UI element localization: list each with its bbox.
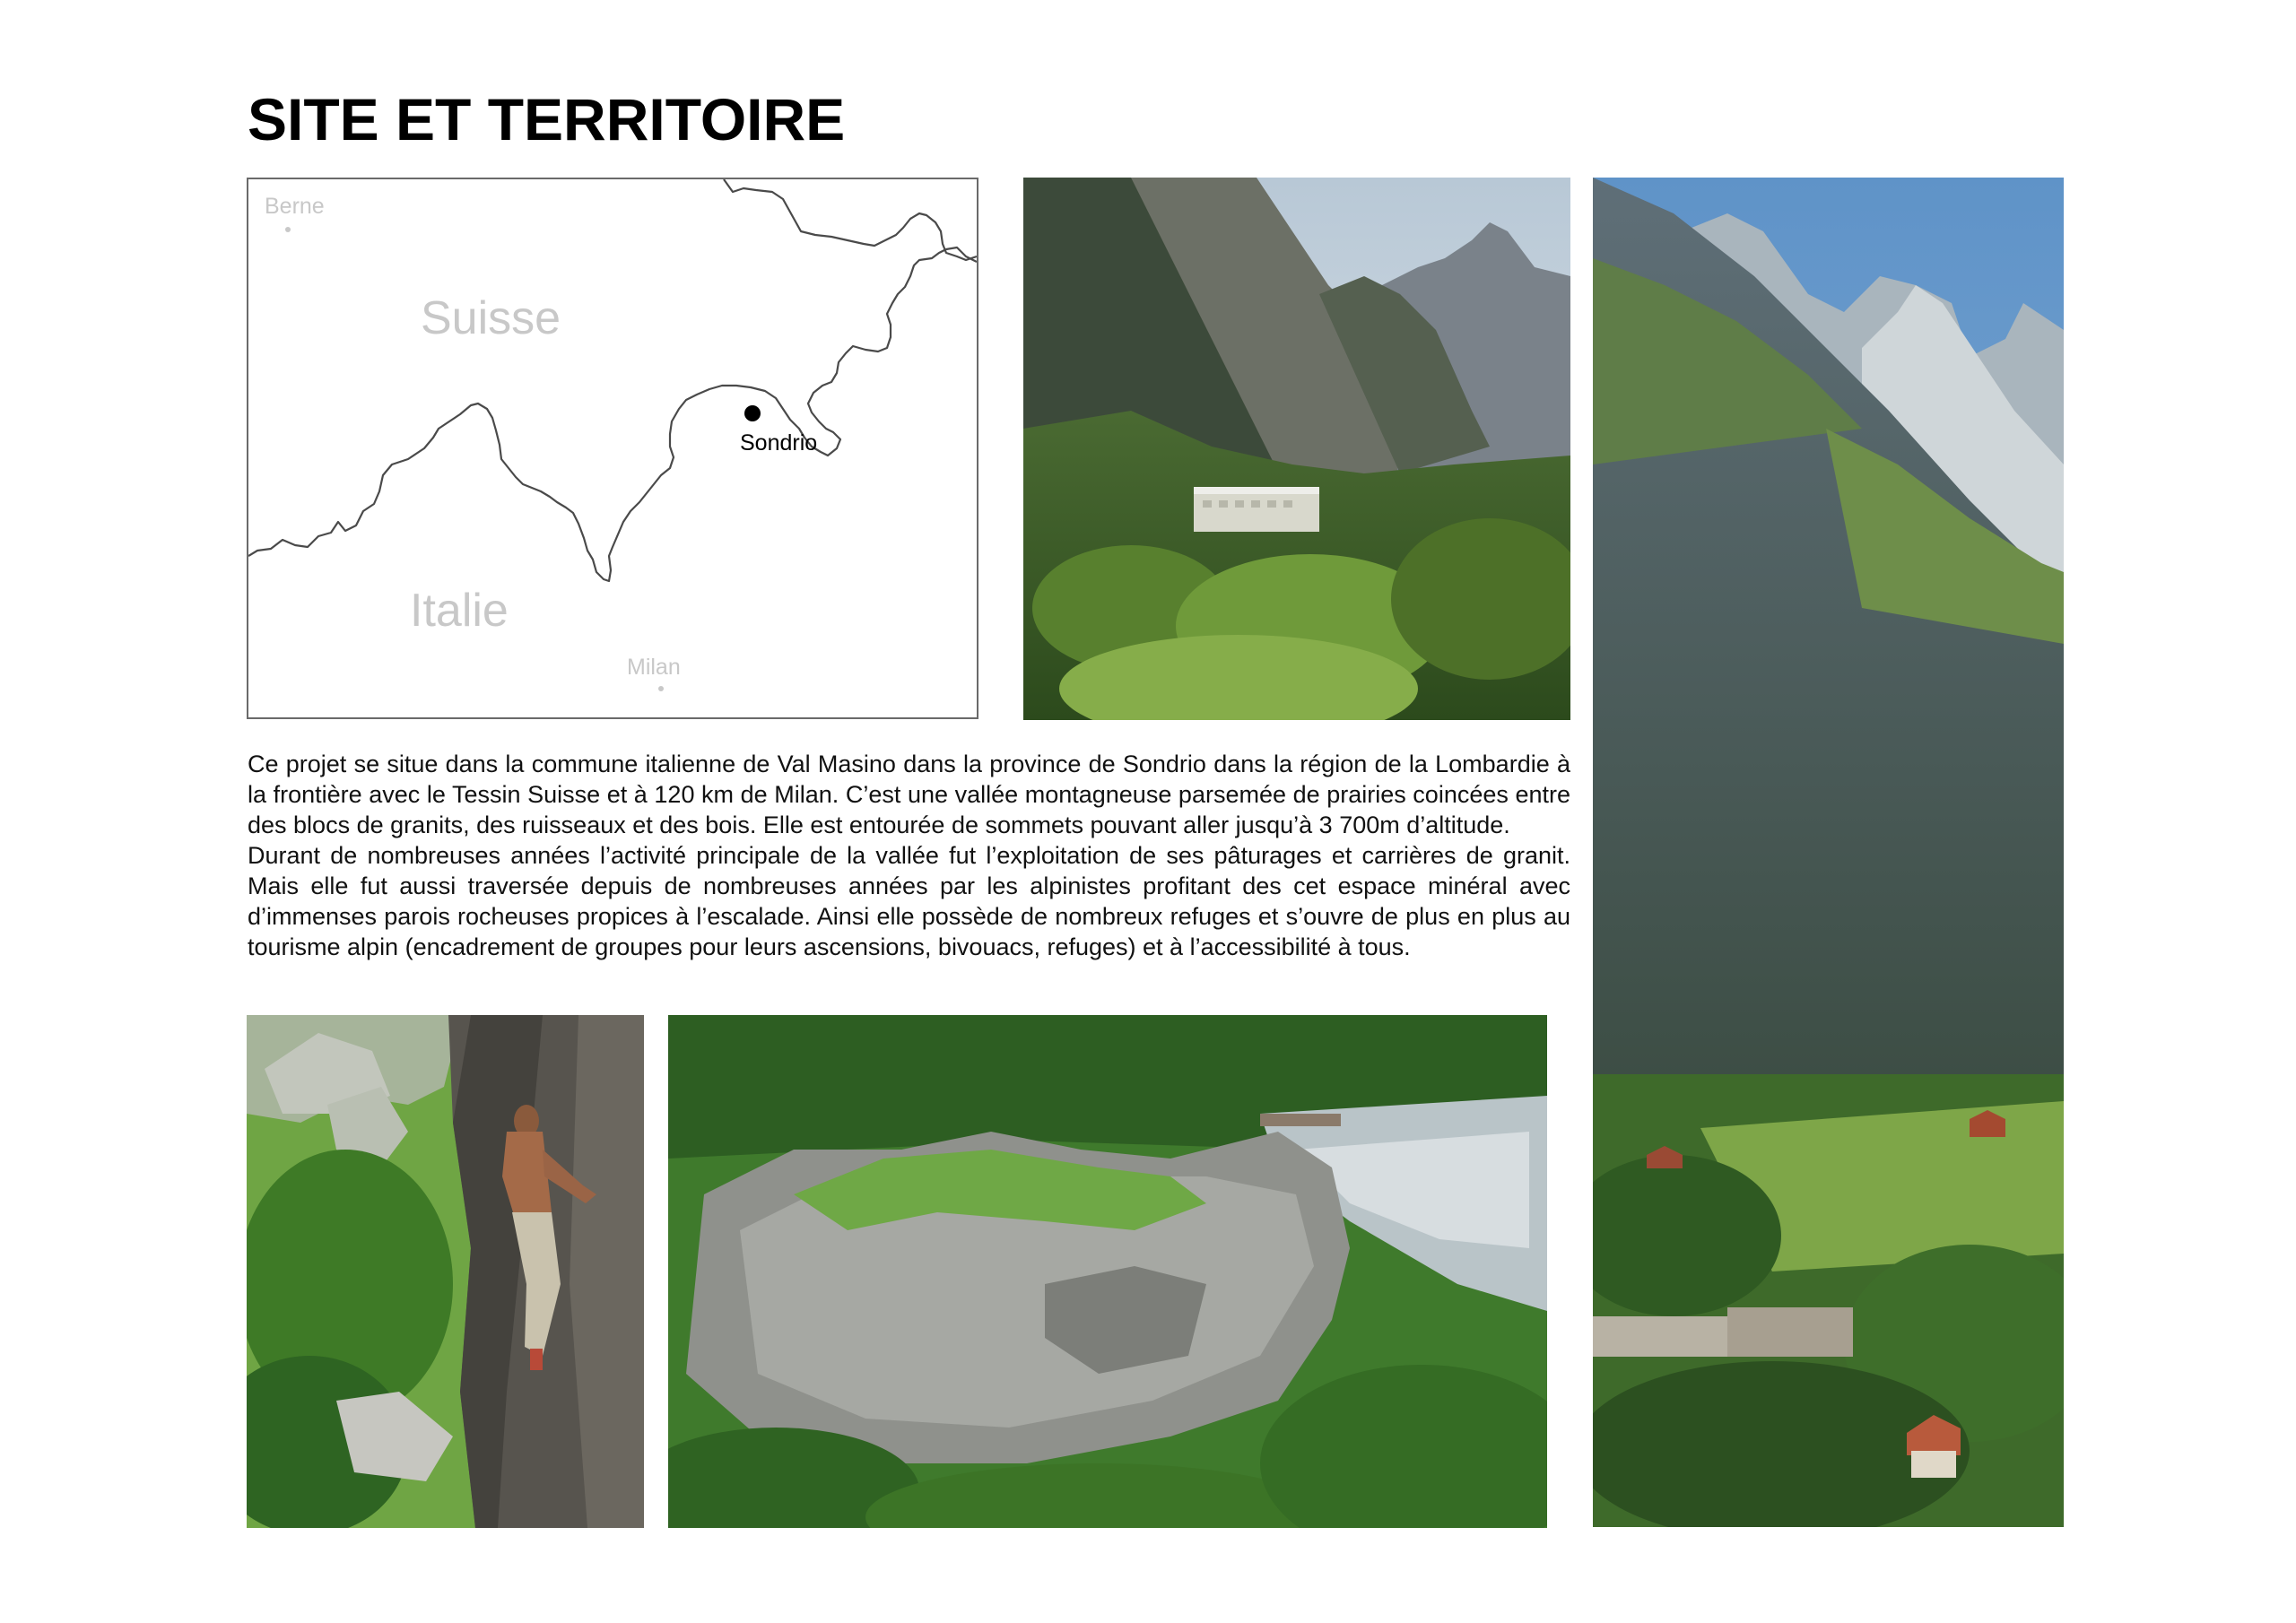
photo-granite-boulder [668,1015,1547,1528]
country-label-switzerland: Suisse [421,292,561,344]
sondrio-marker [744,405,761,421]
description-text [248,749,1570,962]
berne-dot [285,227,291,232]
location-map [247,178,978,719]
border-line [248,247,977,581]
description-paragraph-2: Durant de nombreuses années l’activité principale de la vallée fut l’exploitation de ses pâturages et carrières de granit. Mais elle fut aussi traversée depuis de nombreuses années par les alpinistes profitant des cet espace minéral avec d’immenses parois rocheuses propices à l’escalade. Ainsi elle possède de nombreux refuges et s’ouvre de plus en plus au tourisme alpin (encadrement de groupes pour leurs ascensions, bivouacs, refuges) et à l’accessibilité à tous. [248,842,1570,960]
sondrio-label: Sondrio [740,430,818,456]
photo-climber [247,1015,644,1528]
description-paragraph-1: Ce projet se situe dans la commune italienne de Val Masino dans la province de Sondrio dans la région de la Lombardie à la frontière avec le Tessin Suisse et à 120 km de Milan. C’est une vallée montagneuse parsemée de prairies coincées entre des blocs de granits, des ruisseaux et des bois. Elle est entourée de sommets pouvant aller jusqu’à 3 700m d’altitude. [248,751,1570,838]
country-label-italy: Italie [410,585,509,637]
map-canvas [248,179,977,717]
page-title: SITE ET TERRITOIRE [248,86,846,152]
berne-label: Berne [265,194,325,219]
photo-valley-village [1593,178,2064,1527]
milan-label: Milan [627,655,681,680]
border-line-north [724,179,977,260]
milan-dot [658,686,664,691]
photo-valley-building [1023,178,1570,720]
